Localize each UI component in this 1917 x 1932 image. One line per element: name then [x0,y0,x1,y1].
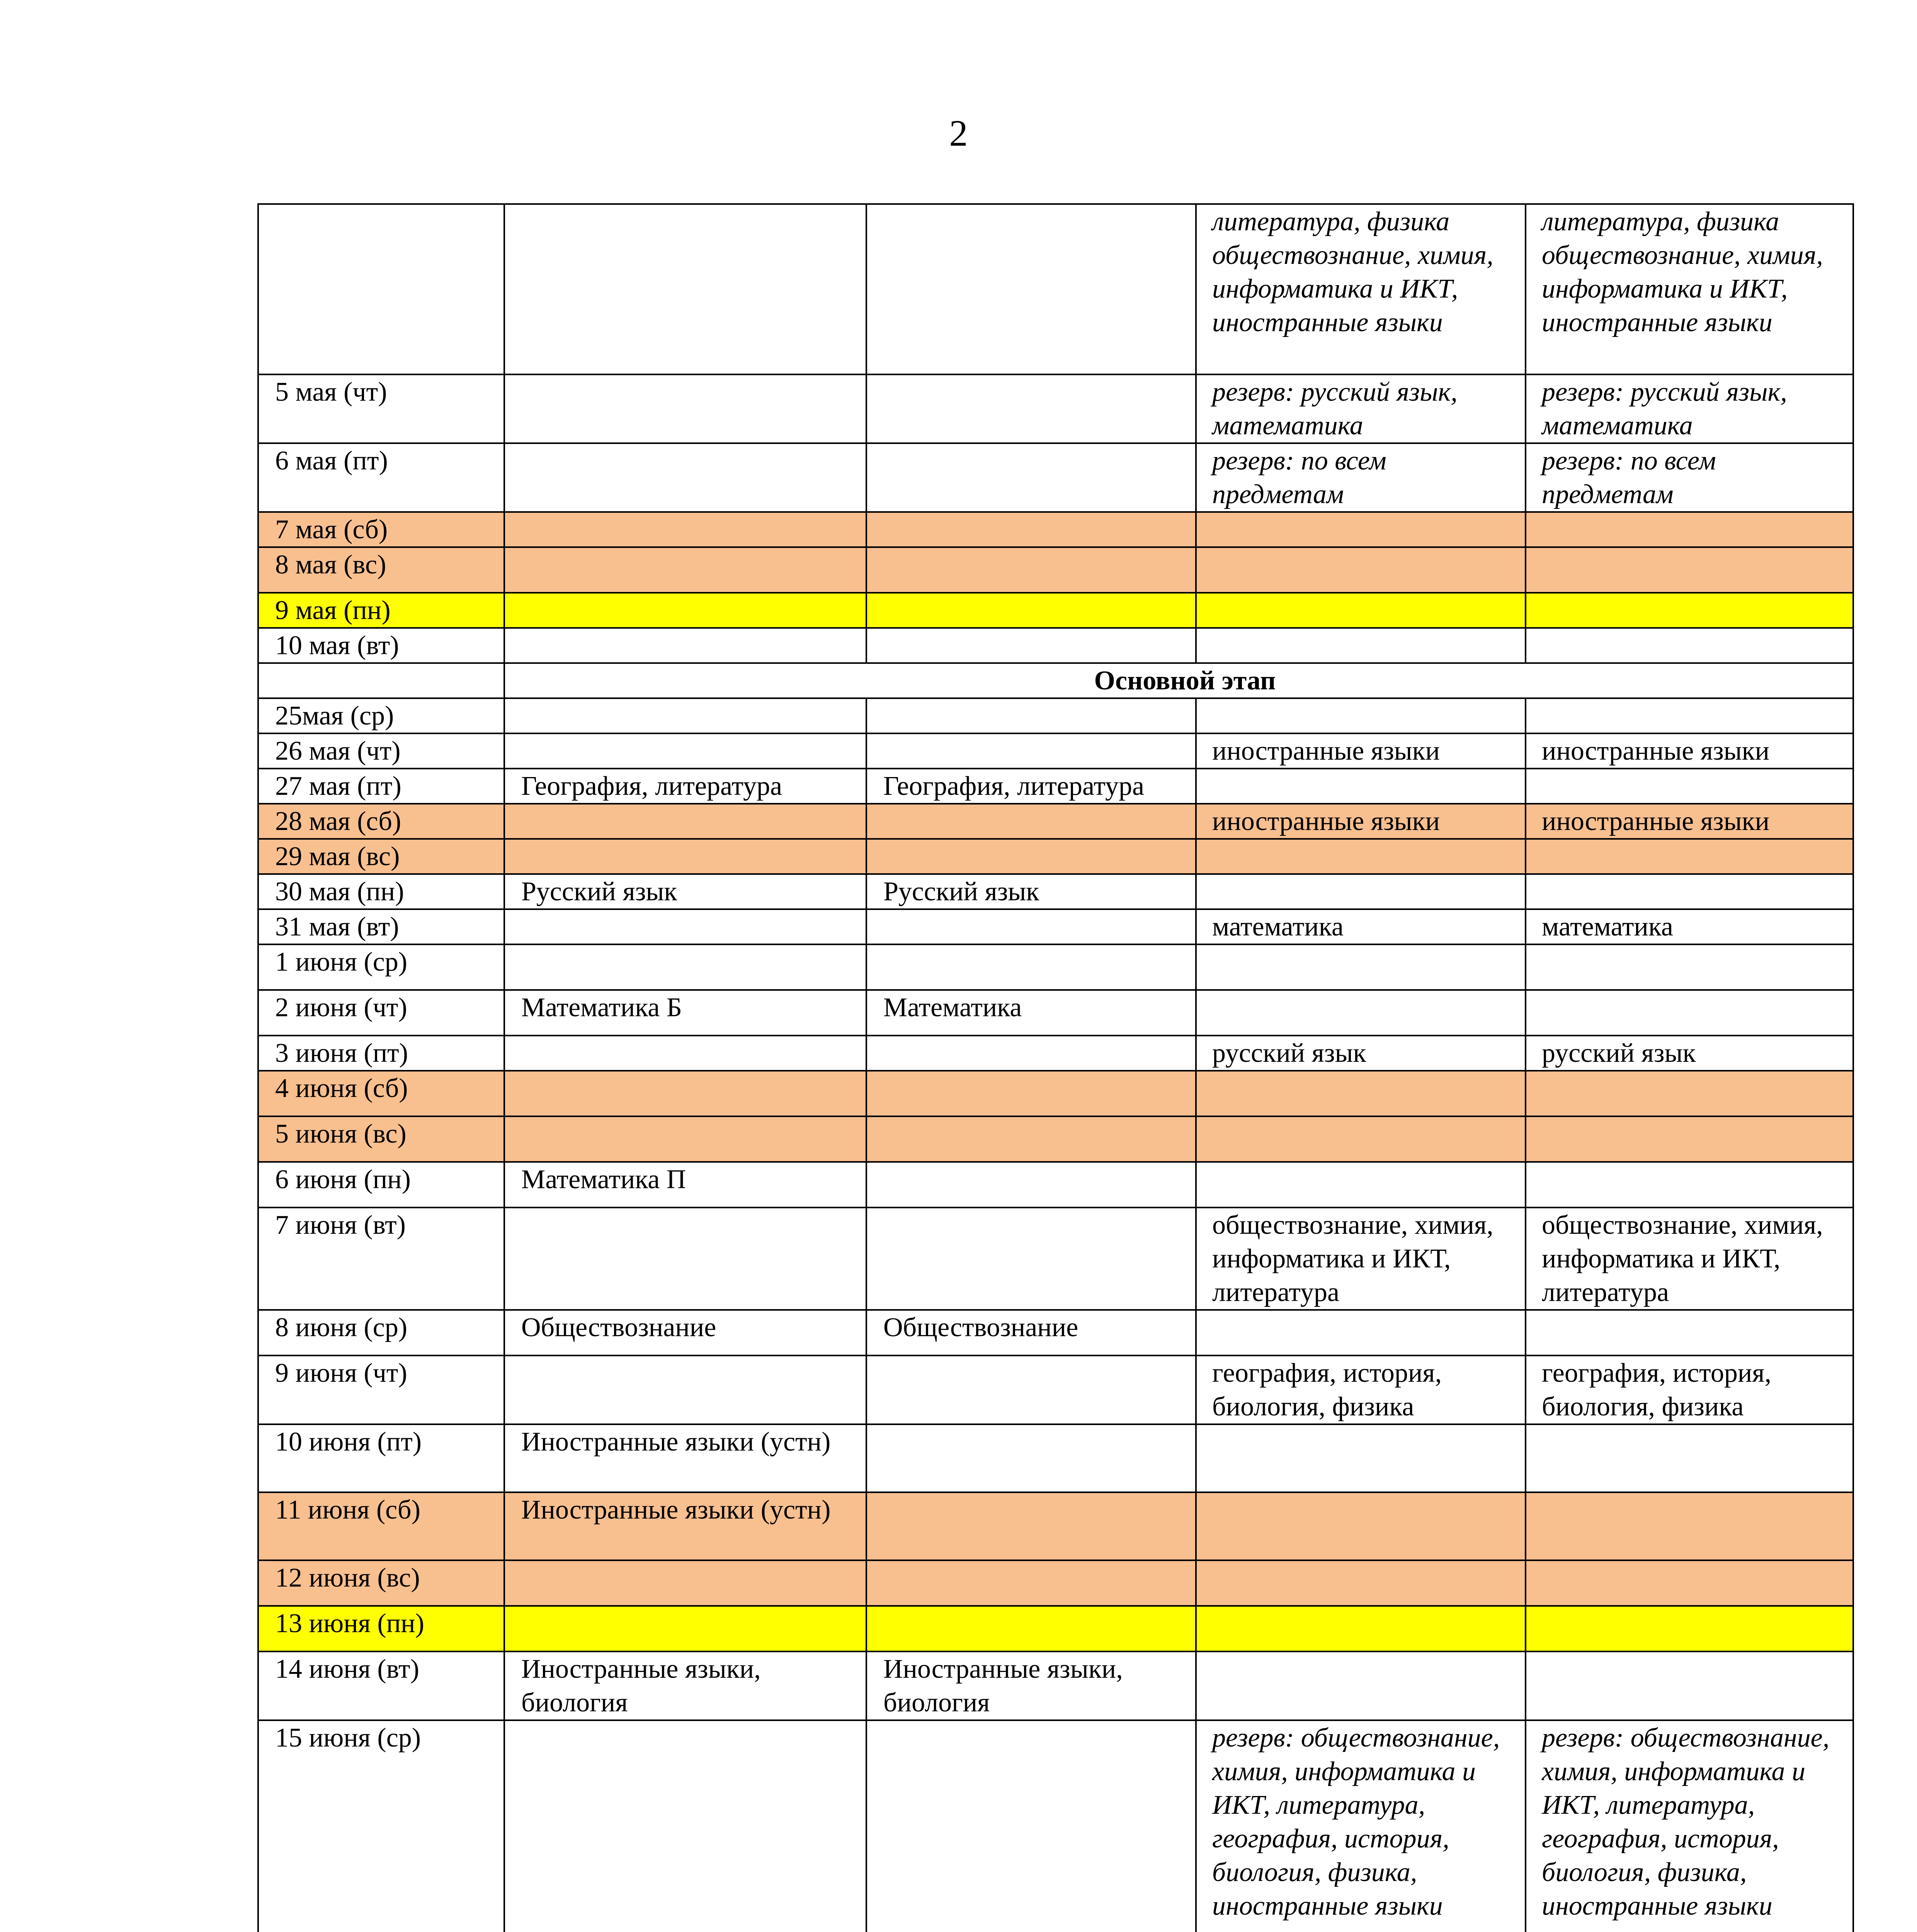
table-row [258,1355,1853,1424]
table-row [258,1036,1853,1071]
table-cell: обществознание, химия, информатика и ИКТ, литература [1196,1208,1526,1310]
table-row-weekend [258,839,1853,874]
table-row-weekend [258,1116,1853,1162]
date-cell: 15 июня (ср) [258,1720,504,1932]
table-cell: Иностранные языки, биология [866,1651,1196,1720]
table-cell: Обществознание [504,1310,866,1355]
table-cell: математика [1526,909,1853,944]
table-row [258,1310,1853,1355]
table-row [258,733,1853,769]
table-cell: география, история, биология, физика [1526,1355,1853,1424]
table-cell [504,1116,866,1162]
table-cell [504,374,866,443]
table-cell [866,204,1196,374]
table-cell: математика [1196,909,1526,944]
table-cell: Русский язык [866,874,1196,909]
exam-schedule-table [257,203,1854,1932]
table-cell [1196,1071,1526,1116]
table-cell [504,944,866,990]
table-cell [504,909,866,944]
table-cell: резерв: русский язык, математика [1196,374,1526,443]
date-cell: 5 июня (вс) [258,1116,504,1162]
table-cell: Математика Б [504,990,866,1036]
table-cell [1196,1560,1526,1606]
table-cell [1196,839,1526,874]
table-cell: литература, физика обществознание, химия, информатика и ИКТ, иностранные языки [1526,204,1853,374]
table-cell [866,1071,1196,1116]
table-cell [1196,1651,1526,1720]
table-row [258,698,1853,733]
table-cell [1526,1606,1853,1651]
table-cell [1196,990,1526,1036]
date-cell: 10 мая (вт) [258,628,504,663]
table-row [258,628,1853,663]
table-row [258,374,1853,443]
table-cell: Математика П [504,1162,866,1208]
table-cell [1526,990,1853,1036]
table-cell [1526,874,1853,909]
date-cell: 6 мая (пт) [258,443,504,512]
table-cell [1196,944,1526,990]
table-cell [1526,698,1853,733]
date-cell: 6 июня (пн) [258,1162,504,1208]
table-row-weekend [258,512,1853,547]
date-cell: 4 июня (сб) [258,1071,504,1116]
table-cell [1526,839,1853,874]
table-cell: иностранные языки [1196,733,1526,769]
table-row-weekend [258,1560,1853,1606]
table-row [258,1208,1853,1310]
table-cell [1526,1560,1853,1606]
table-cell: иностранные языки [1196,804,1526,839]
table-cell [1526,1424,1853,1492]
table-cell [866,512,1196,547]
table-cell [1196,1310,1526,1355]
table-cell [504,512,866,547]
table-cell [866,1208,1196,1310]
table-cell: резерв: по всем предметам [1196,443,1526,512]
table-row [258,874,1853,909]
date-cell [258,663,504,698]
date-cell: 8 июня (ср) [258,1310,504,1355]
table-cell [866,1162,1196,1208]
table-cell: литература, физика обществознание, химия, информатика и ИКТ, иностранные языки [1196,204,1526,374]
table-cell [866,593,1196,628]
table-cell [866,443,1196,512]
table-cell: иностранные языки [1526,804,1853,839]
table-cell [504,1560,866,1606]
date-cell: 9 июня (чт) [258,1355,504,1424]
table-cell: резерв: по всем предметам [1526,443,1853,512]
table-cell [866,1116,1196,1162]
table-cell [504,1720,866,1932]
table-row-weekend [258,804,1853,839]
table-row [258,769,1853,804]
date-cell: 5 мая (чт) [258,374,504,443]
table-cell [1196,1162,1526,1208]
table-cell [1526,593,1853,628]
table-cell [504,628,866,663]
table-cell [504,1036,866,1071]
section-row [258,663,1853,698]
date-cell: 27 мая (пт) [258,769,504,804]
table-cell [504,443,866,512]
table-cell [504,593,866,628]
table-row [258,1424,1853,1492]
table-cell [866,733,1196,769]
table-row [258,990,1853,1036]
date-cell: 10 июня (пт) [258,1424,504,1492]
table-cell: русский язык [1196,1036,1526,1071]
date-cell: 29 мая (вс) [258,839,504,874]
table-cell [504,204,866,374]
table-cell [1196,698,1526,733]
table-row [258,1720,1853,1932]
date-cell: 9 мая (пн) [258,593,504,628]
table-cell [866,804,1196,839]
table-cell [1526,944,1853,990]
table-cell: резерв: русский язык, математика [1526,374,1853,443]
table-row-weekend [258,1492,1853,1560]
table-cell [866,1560,1196,1606]
table-cell [866,909,1196,944]
table-cell [866,1720,1196,1932]
date-cell: 1 июня (ср) [258,944,504,990]
table-cell: русский язык [1526,1036,1853,1071]
date-cell: 7 мая (сб) [258,512,504,547]
table-cell [866,698,1196,733]
table-cell [1196,547,1526,593]
table-cell [504,804,866,839]
date-cell: 8 мая (вс) [258,547,504,593]
table-row [258,1162,1853,1208]
table-cell [1196,874,1526,909]
date-cell: 25мая (ср) [258,698,504,733]
table-cell [1526,1651,1853,1720]
table-cell [1526,1310,1853,1355]
table-cell [1526,1492,1853,1560]
date-cell: 11 июня (сб) [258,1492,504,1560]
table-cell: резерв: обществознание, химия, информатика и ИКТ, литература, география, история, биология, физика, иностранные языки [1196,1720,1526,1932]
table-cell: обществознание, химия, информатика и ИКТ, литература [1526,1208,1853,1310]
table-cell [504,1355,866,1424]
table-cell [866,839,1196,874]
table-row [258,204,1853,374]
table-cell: география, история, биология, физика [1196,1355,1526,1424]
table-cell [504,1208,866,1310]
table-cell [1526,1116,1853,1162]
table-cell: География, литература [866,769,1196,804]
table-cell [1196,593,1526,628]
table-cell: Математика [866,990,1196,1036]
table-row [258,944,1853,990]
table-row-holiday [258,593,1853,628]
table-cell: Иностранные языки, биология [504,1651,866,1720]
date-cell: 7 июня (вт) [258,1208,504,1310]
table-cell [866,1606,1196,1651]
date-cell: 28 мая (сб) [258,804,504,839]
table-cell [504,1606,866,1651]
table-cell [504,839,866,874]
date-cell [258,204,504,374]
date-cell: 30 мая (пн) [258,874,504,909]
table-row-weekend [258,547,1853,593]
table-cell [504,698,866,733]
table-cell [1526,769,1853,804]
table-cell [1526,628,1853,663]
table-cell [866,1355,1196,1424]
table-cell [1196,628,1526,663]
table-cell: Обществознание [866,1310,1196,1355]
table-cell [866,1036,1196,1071]
table-cell [1526,512,1853,547]
date-cell: 2 июня (чт) [258,990,504,1036]
table-cell [1196,1606,1526,1651]
table-cell: Русский язык [504,874,866,909]
table-cell [866,1424,1196,1492]
table-cell: иностранные языки [1526,733,1853,769]
table-cell [1196,1116,1526,1162]
table-cell: резерв: обществознание, химия, информатика и ИКТ, литература, география, история, биология, физика, иностранные языки [1526,1720,1853,1932]
table-cell [1526,1162,1853,1208]
table-cell [1196,1424,1526,1492]
table-cell [1196,512,1526,547]
table-cell [866,944,1196,990]
table-cell [866,547,1196,593]
table-row [258,909,1853,944]
table-cell [866,1492,1196,1560]
section-title: Основной этап [504,663,1853,698]
table-cell [1196,769,1526,804]
table-cell [1526,547,1853,593]
table-row [258,443,1853,512]
table-cell: География, литература [504,769,866,804]
table-cell: Иностранные языки (устн) [504,1492,866,1560]
date-cell: 12 июня (вс) [258,1560,504,1606]
table-cell [866,374,1196,443]
page-number: 2 [949,112,968,154]
table-cell [504,733,866,769]
table-cell [866,628,1196,663]
date-cell: 14 июня (вт) [258,1651,504,1720]
table-row-weekend [258,1071,1853,1116]
table-cell [1526,1071,1853,1116]
table-cell [1196,1492,1526,1560]
date-cell: 13 июня (пн) [258,1606,504,1651]
table-row-holiday [258,1606,1853,1651]
date-cell: 26 мая (чт) [258,733,504,769]
table-cell [504,1071,866,1116]
table-cell [504,547,866,593]
table-cell: Иностранные языки (устн) [504,1424,866,1492]
date-cell: 3 июня (пт) [258,1036,504,1071]
date-cell: 31 мая (вт) [258,909,504,944]
table-row [258,1651,1853,1720]
